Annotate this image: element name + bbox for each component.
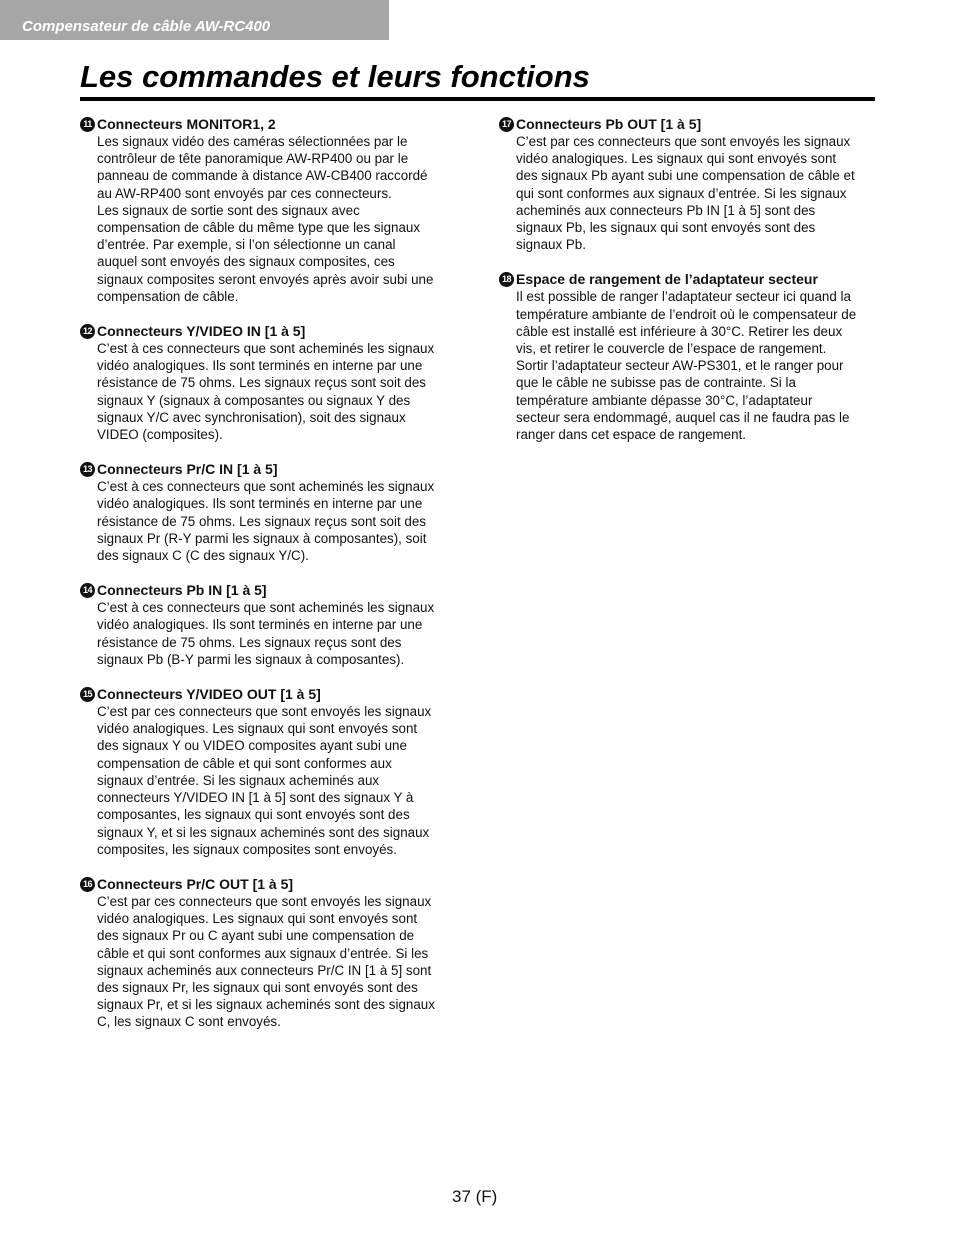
body-line: vidéo analogiques. Ils sont terminés en interne par une <box>97 617 423 633</box>
body-line: vidéo analogiques. Ils sont terminés en interne par une <box>97 358 423 374</box>
section-number-badge: 17 <box>499 117 514 132</box>
section-title: Connecteurs Pb IN [1 à 5] <box>97 582 267 599</box>
body-line: contrôleur de tête panoramique AW-RP400 ou par le <box>97 151 409 167</box>
body-line: au AW-RP400 sont envoyés par ces connecteurs. <box>97 185 392 201</box>
right-column <box>499 116 877 461</box>
body-line: câble est installé est inférieure à 30°C. Retirer les deux <box>516 323 843 339</box>
title-rule <box>80 97 875 101</box>
body-line: résistance de 75 ohms. Les signaux reçus sont soit des <box>97 375 426 391</box>
section-heading <box>80 323 456 340</box>
section-heading <box>80 116 456 133</box>
body-line: des signaux C (C des signaux Y/C). <box>97 548 309 564</box>
section <box>80 461 456 564</box>
body-line: résistance de 75 ohms. Les signaux reçus sont soit des <box>97 513 426 529</box>
body-line: des signaux Pr ou C ayant subi une compensation de <box>97 928 415 944</box>
body-line: Les signaux vidéo des caméras sélectionnées par le <box>97 134 408 149</box>
body-line: acheminés aux connecteurs Pb IN [1 à 5] sont des <box>516 202 816 218</box>
body-line: Les signaux de sortie sont des signaux avec <box>97 202 360 218</box>
section-number-badge: 13 <box>80 462 95 477</box>
section-number-badge: 15 <box>80 687 95 702</box>
body-line: C’est par ces connecteurs que sont envoyés les signaux <box>516 134 851 149</box>
section-number-badge: 18 <box>499 272 514 287</box>
section <box>499 116 877 253</box>
page-number: 37 (F) <box>452 1187 498 1206</box>
section-title: Espace de rangement de l’adaptateur secteur <box>516 271 818 288</box>
section-title: Connecteurs Pr/C OUT [1 à 5] <box>97 875 294 892</box>
body-line: Il est possible de ranger l’adaptateur secteur ici quand la <box>516 289 851 305</box>
body-line: secteur sera endommagé, auquel cas il ne faudra pas le <box>516 409 850 425</box>
body-line: composantes, les signaux qui sont envoyés sont des <box>97 807 410 823</box>
body-line: compensation de câble. <box>97 288 239 304</box>
section-title: Connecteurs Pr/C IN [1 à 5] <box>97 461 278 478</box>
body-line: C’est par ces connecteurs que sont envoyés les signaux <box>97 893 432 909</box>
section-heading <box>80 686 456 703</box>
body-line: vidéo analogiques. Les signaux qui sont envoyés sont <box>97 911 418 927</box>
body-line: température ambiante dépasse 30°C, l’adaptateur <box>516 392 813 408</box>
section-body <box>80 340 456 443</box>
body-line: compensation de câble du même type que les signaux <box>97 220 421 236</box>
body-line: composites, les signaux composites sont envoyés. <box>97 841 397 857</box>
section <box>499 271 877 443</box>
section-heading <box>80 461 456 478</box>
body-line: signaux Y, et si les signaux acheminés sont des signaux <box>97 824 430 840</box>
page-title: Les commandes et leurs fonctions <box>80 59 590 94</box>
product-name: Compensateur de câble AW-RC400 <box>22 18 271 35</box>
section <box>80 582 456 668</box>
body-line: signaux d’entrée. Si les signaux acheminés aux <box>97 772 380 788</box>
body-line: vidéo analogiques. Les signaux qui sont envoyés sont <box>516 151 837 167</box>
body-line: C’est à ces connecteurs que sont acheminés les signaux <box>97 600 435 616</box>
body-line: signaux composites seront envoyés après avoir subi une <box>97 271 434 287</box>
header-tab <box>0 0 389 40</box>
section <box>80 686 456 858</box>
section-heading <box>80 582 456 599</box>
body-line: panneau de commande à distance AW-CB400 raccordé <box>97 168 428 184</box>
body-line: signaux acheminés aux connecteurs Pr/C IN [1 à 5] sont <box>97 962 432 978</box>
section-body <box>80 599 456 668</box>
section-number-badge: 16 <box>80 877 95 892</box>
section-title: Connecteurs MONITOR1, 2 <box>97 116 276 132</box>
body-line: ranger dans cet espace de rangement. <box>516 427 747 443</box>
section-body <box>80 893 456 1031</box>
section-body <box>80 478 456 564</box>
body-line: vidéo analogiques. Ils sont terminés en interne par une <box>97 496 423 512</box>
body-line: des signaux Y ou VIDEO composites ayant subi une <box>97 738 407 754</box>
body-line: Sortir l’adaptateur secteur AW-PS301, et le ranger pour <box>516 358 844 374</box>
body-line: signaux Pb, les signaux qui sont envoyés sont des <box>516 220 816 236</box>
body-line: qui sont conformes aux signaux d’entrée. Si les signaux <box>516 185 847 201</box>
section-number-badge: 12 <box>80 324 95 339</box>
section-title: Connecteurs Y/VIDEO OUT [1 à 5] <box>97 686 321 703</box>
body-line: compensation de câble et qui sont conformes aux <box>97 755 392 771</box>
body-line: d’entrée. Par exemple, si l’on sélectionne un canal <box>97 237 396 253</box>
body-line: signaux Pb. <box>516 237 586 253</box>
body-line: câble et qui sont conformes aux signaux d’entrée. Si les <box>97 945 429 961</box>
section <box>80 876 456 1031</box>
body-line: VIDEO (composites). <box>97 427 223 443</box>
body-line: signaux Pr, et si les signaux acheminés sont des signaux <box>97 997 435 1013</box>
body-line: connecteurs Y/VIDEO IN [1 à 5] sont des signaux Y à <box>97 790 414 806</box>
body-line: signaux Pb (B-Y parmi les signaux à composantes). <box>97 651 405 667</box>
body-line: des signaux Pr, les signaux qui sont envoyés sont des <box>97 979 418 995</box>
body-line: C’est à ces connecteurs que sont acheminés les signaux <box>97 479 435 495</box>
section-body <box>80 703 456 858</box>
section-number-badge: 11 <box>80 117 95 132</box>
section-heading <box>499 116 877 133</box>
body-line: signaux Y/C avec synchronisation), soit des signaux <box>97 409 406 425</box>
body-line: C’est à ces connecteurs que sont acheminés les signaux <box>97 341 435 357</box>
body-line: température ambiante de l’endroit où le compensateur de <box>516 306 857 322</box>
section-title: Connecteurs Pb OUT [1 à 5] <box>516 116 702 132</box>
section-heading <box>80 876 456 893</box>
body-line: auquel sont envoyés des signaux composites, ces <box>97 254 395 270</box>
section-title: Connecteurs Y/VIDEO IN [1 à 5] <box>97 323 306 340</box>
body-line: signaux Y (signaux à composantes ou signaux Y des <box>97 392 411 408</box>
body-line: vidéo analogiques. Les signaux qui sont envoyés sont <box>97 721 418 737</box>
body-line: des signaux Pb ayant subi une compensation de câble et <box>516 168 855 184</box>
section <box>80 116 456 305</box>
body-line: résistance de 75 ohms. Les signaux reçus sont des <box>97 634 402 650</box>
section-heading <box>499 271 877 288</box>
body-line: signaux Pr (R-Y parmi les signaux à composantes), soit <box>97 530 427 546</box>
section <box>80 323 456 443</box>
body-line: C, les signaux C sont envoyés. <box>97 1014 281 1030</box>
body-line: que le câble ne subisse pas de contrainte. Si la <box>516 375 796 391</box>
left-column <box>80 116 456 1049</box>
body-line: vis, et retirer le couvercle de l’espace de rangement. <box>516 341 827 357</box>
section-body <box>499 288 877 443</box>
section-body <box>499 133 877 253</box>
body-line: C’est par ces connecteurs que sont envoyés les signaux <box>97 704 432 720</box>
section-body <box>80 133 456 305</box>
section-number-badge: 14 <box>80 583 95 598</box>
